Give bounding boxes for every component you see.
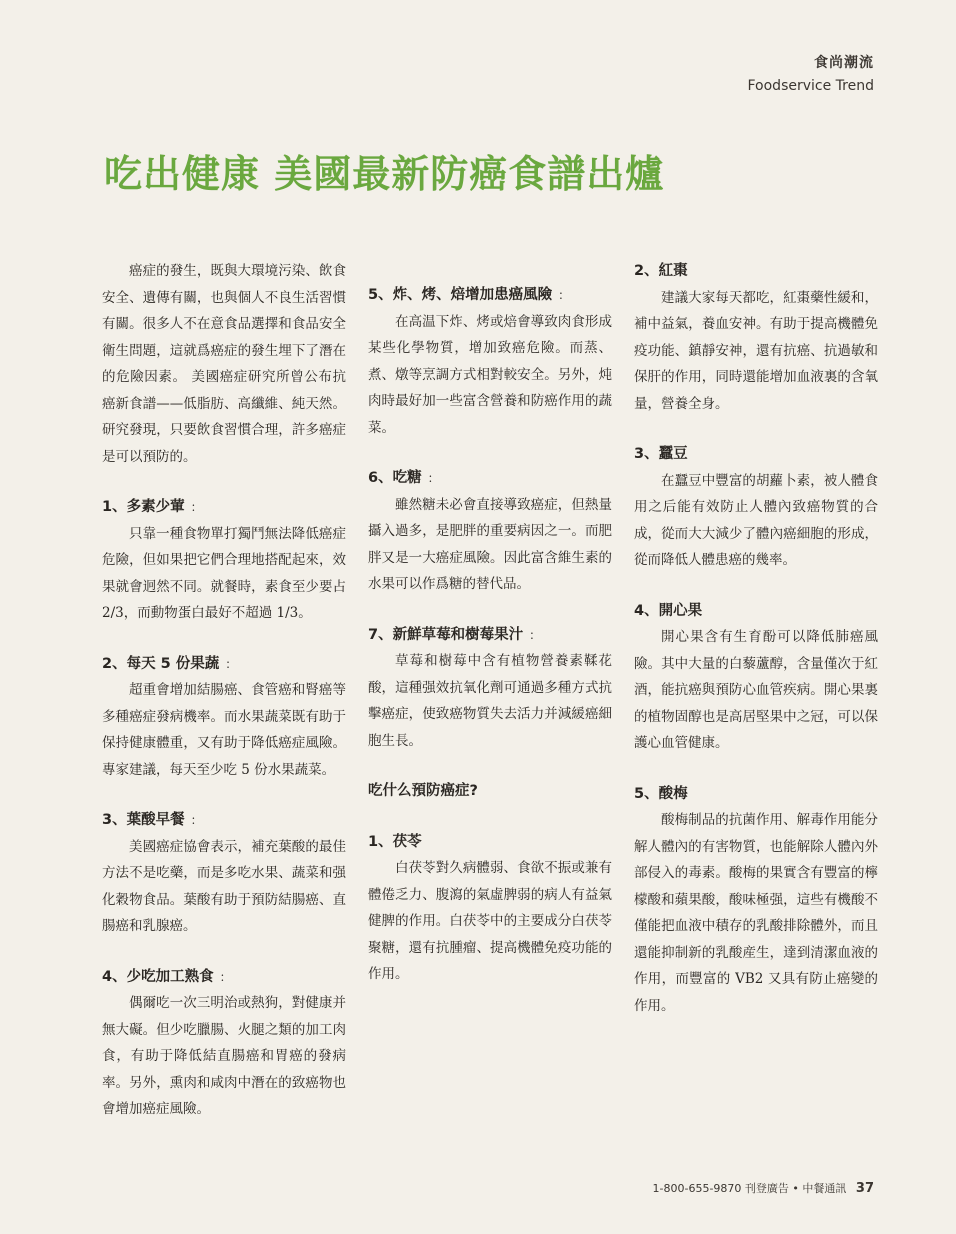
intro-paragraph: 癌症的發生，既與大環境污染、飲食安全、遺傳有關，也與個人不良生活習慣有關。很多人不在意食品選擇和食品安全衛生問題，這就爲癌症的發生埋下了潛在的危險因素。 美國癌症研究所曾公布抗癌新食譜——低脂肪、高纖維、純天然。研究發現，只要飲食習慣合理，許多癌症是可以預防的。 xyxy=(102,263,346,465)
section-name-zh: 食尚潮流 xyxy=(814,55,874,71)
page-footer xyxy=(653,1180,874,1196)
page-number: 37 xyxy=(855,1181,874,1196)
food-heading: 5、酸梅 xyxy=(634,785,688,802)
section-name-en: Foodservice Trend xyxy=(747,78,874,94)
footer-text: 刊登廣告 • 中餐通訊 xyxy=(744,1182,847,1195)
tip-body: 美國癌症協會表示，補充葉酸的最佳方法不是吃藥，而是多吃水果、蔬菜和强化穀物食品。葉酸有助于預防結腸癌、直腸癌和乳腺癌。 xyxy=(102,838,346,934)
footer-phone: 1-800-655-9870 xyxy=(652,1182,742,1195)
tip-heading: 1、多素少葷 ： xyxy=(102,499,203,515)
section-header xyxy=(748,52,875,94)
tip-heading: 3、葉酸早餐 ： xyxy=(102,812,203,828)
tip-body: 草莓和樹莓中含有植物營養素鞣花酸，這種强效抗氧化劑可通過多種方式抗擊癌症，使致癌物質失去活力并減緩癌細胞生長。 xyxy=(368,653,612,749)
food-heading: 4、開心果 xyxy=(634,602,703,619)
tip-body: 超重會增加結腸癌、食管癌和腎癌等多種癌症發病機率。而水果蔬菜既有助于保持健康體重，又有助于降低癌症風險。專家建議，每天至少吃 5 份水果蔬菜。 xyxy=(102,682,346,778)
food-body: 開心果含有生育酚可以降低肺癌風險。其中大量的白藜蘆醇，含量僅次于紅酒，能抗癌與預防心血管疾病。開心果裏的植物固醇也是高居堅果中之冠，可以保護心血管健康。 xyxy=(634,629,878,751)
food-body: 在蠶豆中豐富的胡蘿卜素，被人體食用之后能有效防止人體內致癌物質的合成，從而大大減少了體內癌細胞的形成，從而降低人體患癌的幾率。 xyxy=(634,472,878,568)
tip-heading: 6、吃糖 ： xyxy=(368,470,440,486)
column-1 xyxy=(102,258,346,1123)
tip-body: 在高温下炸、烤或焙會導致肉食形成某些化學物質，增加致癌危險。而蒸、煮、燉等烹調方式相對較安全。另外，炖肉時最好加一些富含營養和防癌作用的蔬菜。 xyxy=(368,313,612,436)
food-heading: 2、紅棗 xyxy=(634,263,688,279)
food-body: 建議大家每天都吃，紅棗藥性緩和，補中益氣，養血安神。有助于提高機體免疫功能、鎮靜安神，還有抗癌、抗過敏和保肝的作用，同時還能增加血液裏的含氧量，營養全身。 xyxy=(634,289,878,412)
tip-heading: 5、炸、烤、焙增加患癌風險 ： xyxy=(368,287,571,303)
tip-body: 雖然糖未必會直接導致癌症，但熱量攝入過多，是肥胖的重要病因之一。而肥胖又是一大癌症風險。因此富含維生素的水果可以作爲糖的替代品。 xyxy=(368,496,612,592)
food-body: 白茯苓對久病體弱、食欲不振或兼有體倦乏力、腹瀉的氣虛脾弱的病人有益氣健脾的作用。白茯苓中的主要成分白茯苓聚糖，還有抗腫瘤、提高機體免疫功能的作用。 xyxy=(368,860,612,982)
tip-heading: 4、少吃加工熟食 ： xyxy=(102,968,232,985)
tip-heading: 2、每天 5 份果蔬 ： xyxy=(102,655,238,672)
tip-body: 只靠一種食物單打獨鬥無法降低癌症危險，但如果把它們合理地搭配起來，效果就會迥然不同。就餐時，素食至少要占 2/3，而動物蛋白最好不超過 1/3。 xyxy=(102,525,346,621)
tip-body: 偶爾吃一次三明治或熱狗，對健康并無大礙。但少吃臘腸、火腿之類的加工肉食，有助于降低結直腸癌和胃癌的發病率。另外，熏肉和咸肉中潛在的致癌物也會增加癌症風險。 xyxy=(102,995,346,1117)
food-heading: 3、蠶豆 xyxy=(634,446,688,462)
section-heading: 吃什么預防癌症? xyxy=(368,783,478,799)
food-body: 酸梅制品的抗菌作用、解毒作用能分解人體內的有害物質，也能解除人體內外部侵入的毒素。酸梅的果實含有豐富的檸檬酸和蘋果酸，酸味極强，這些有機酸不僅能把血液中積存的乳酸排除體外，而且還能抑制新的乳酸産生，達到清潔血液的作用，而豐富的 VB2 又具有防止癌變的作用。 xyxy=(634,812,878,1014)
tip-heading: 7、新鮮草莓和樹莓果汁 ： xyxy=(368,626,542,643)
column-3 xyxy=(634,258,878,1019)
article-title: 吃出健康 美國最新防癌食譜出爐 xyxy=(104,151,665,196)
food-heading: 1、茯苓 xyxy=(368,833,422,850)
column-2 xyxy=(368,258,612,988)
